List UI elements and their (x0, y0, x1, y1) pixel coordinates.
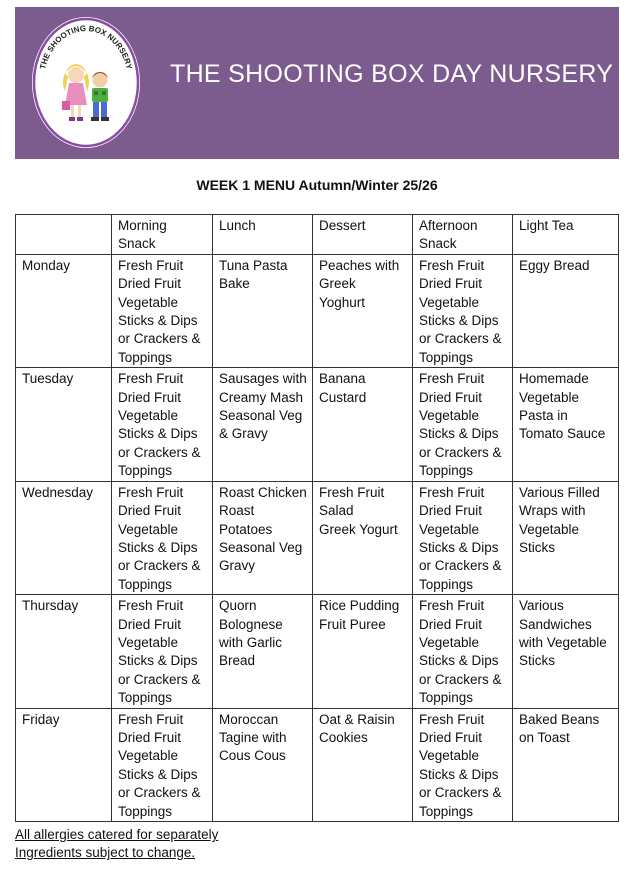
menu-cell-dessert (313, 368, 413, 481)
menu-item-line: Sticks (519, 653, 556, 669)
menu-item-line: Sticks & Dips (118, 313, 198, 329)
menu-item-line: Sticks & Dips (419, 426, 499, 442)
menu-item-line: Toppings (419, 463, 474, 479)
menu-item-line: Vegetable (118, 408, 179, 424)
header-cell-dessert: Dessert (313, 215, 413, 255)
menu-item-line: Fresh Fruit (419, 371, 485, 387)
menu-item-line: or Crackers & (118, 444, 201, 460)
menu-item-line: Quorn (219, 598, 257, 614)
menu-cell-light-tea (513, 481, 619, 594)
menu-item-line: Sticks & Dips (419, 313, 499, 329)
day-cell: Tuesday (16, 368, 112, 481)
menu-item-line: Vegetable (419, 748, 480, 764)
menu-item-line: Tomato Sauce (519, 426, 606, 442)
menu-cell-dessert (313, 708, 413, 821)
menu-item-line: Cous Cous (219, 748, 286, 764)
menu-item-line: Dried Fruit (419, 616, 483, 632)
menu-item-line: Moroccan (219, 711, 279, 727)
menu-item-line: Fresh Fruit (319, 484, 385, 500)
menu-item-line: Wraps with (519, 503, 586, 519)
menu-cell-afternoon-snack (413, 254, 513, 367)
menu-item-line: Gravy (219, 558, 256, 574)
menu-cell-afternoon-snack (413, 595, 513, 708)
menu-cell-afternoon-snack (413, 368, 513, 481)
menu-cell-morning-snack (112, 254, 213, 367)
menu-item-line: Sandwiches (519, 616, 592, 632)
menu-item-line: Vegetable (118, 748, 179, 764)
menu-cell-light-tea (513, 708, 619, 821)
svg-text:THE SHOOTING BOX NURSERY: THE SHOOTING BOX NURSERY (38, 23, 134, 71)
menu-item-line: Toppings (419, 349, 474, 365)
menu-cell-dessert (313, 595, 413, 708)
menu-item-line: Potatoes (219, 521, 273, 537)
menu-item-line: Tuna Pasta (219, 257, 288, 273)
menu-item-line: Roast Chicken (219, 484, 307, 500)
menu-item-line: Toppings (419, 690, 474, 706)
menu-item-line: Sticks & Dips (419, 653, 499, 669)
menu-item-line: or Crackers & (118, 331, 201, 347)
menu-item-line: Cookies (319, 729, 368, 745)
table-row (16, 254, 619, 367)
header-cell-afternoon-snack: Afternoon Snack (413, 215, 513, 255)
nursery-title: THE SHOOTING BOX DAY NURSERY (170, 60, 614, 88)
menu-item-line: Fresh Fruit (419, 711, 485, 727)
menu-item-line: Sticks (519, 539, 556, 555)
menu-item-line: Custard (319, 389, 367, 405)
menu-item-line: Toppings (118, 576, 173, 592)
menu-item-line: Dried Fruit (118, 729, 182, 745)
menu-item-line: on Toast (519, 729, 570, 745)
menu-cell-afternoon-snack (413, 481, 513, 594)
menu-item-line: or Crackers & (118, 558, 201, 574)
menu-item-line: with Vegetable (519, 634, 607, 650)
menu-item-line: Tagine with (219, 729, 287, 745)
menu-cell-dessert (313, 254, 413, 367)
table-row (16, 368, 619, 481)
menu-item-line: or Crackers & (419, 444, 502, 460)
menu-item-line: Toppings (118, 803, 173, 819)
menu-item-line: Seasonal Veg (219, 539, 303, 555)
menu-item-line: Sticks & Dips (118, 653, 198, 669)
menu-item-line: or Crackers & (419, 331, 502, 347)
menu-item-line: Sticks & Dips (118, 426, 198, 442)
menu-item-line: Toppings (118, 690, 173, 706)
menu-item-line: Toppings (118, 463, 173, 479)
menu-item-line: Dried Fruit (419, 389, 483, 405)
menu-heading: WEEK 1 MENU Autumn/Winter 25/26 (196, 177, 438, 193)
menu-item-line: Vegetable (118, 294, 179, 310)
menu-item-line: Oat & Raisin (319, 711, 395, 727)
ingredients-note: Ingredients subject to change. (15, 845, 196, 860)
menu-item-line: Vegetable (118, 521, 179, 537)
menu-item-line: Roast (219, 503, 255, 519)
header-banner (15, 7, 619, 159)
menu-item-line: Sticks & Dips (118, 539, 198, 555)
day-cell: Thursday (16, 595, 112, 708)
menu-cell-morning-snack (112, 368, 213, 481)
menu-item-line: Fresh Fruit (118, 711, 184, 727)
menu-cell-lunch (213, 481, 313, 594)
table-row (16, 481, 619, 594)
menu-cell-afternoon-snack (413, 708, 513, 821)
header-cell-day (16, 215, 112, 255)
menu-item-line: Fresh Fruit (118, 484, 184, 500)
menu-item-line: Bread (219, 653, 256, 669)
nursery-logo (32, 17, 140, 148)
menu-item-line: Bake (219, 276, 250, 292)
menu-item-line: Pasta in (519, 408, 568, 424)
menu-item-line: Banana (319, 371, 366, 387)
menu-item-line: Yoghurt (319, 294, 366, 310)
menu-item-line: Vegetable (519, 521, 580, 537)
menu-item-line: Greek Yogurt (319, 521, 398, 537)
table-header-row (16, 215, 619, 255)
menu-item-line: or Crackers & (419, 558, 502, 574)
menu-item-line: Fresh Fruit (419, 598, 485, 614)
table-row (16, 708, 619, 821)
menu-item-line: Dried Fruit (118, 503, 182, 519)
menu-item-line: Peaches with (319, 257, 400, 273)
menu-item-line: Salad (319, 503, 354, 519)
menu-item-line: Toppings (419, 803, 474, 819)
menu-cell-morning-snack (112, 481, 213, 594)
menu-item-line: Various Filled (519, 484, 600, 500)
menu-item-line: Baked Beans (519, 711, 600, 727)
menu-item-line: Sticks & Dips (419, 766, 499, 782)
menu-item-line: Creamy Mash (219, 389, 304, 405)
menu-item-line: Dried Fruit (118, 276, 182, 292)
menu-item-line: Dried Fruit (118, 616, 182, 632)
menu-item-line: Sticks & Dips (419, 539, 499, 555)
menu-item-line: Dried Fruit (419, 276, 483, 292)
menu-cell-light-tea (513, 595, 619, 708)
menu-item-line: Greek (319, 276, 356, 292)
menu-cell-lunch (213, 708, 313, 821)
menu-item-line: Vegetable (519, 389, 580, 405)
menu-item-line: Toppings (118, 349, 173, 365)
menu-item-line: or Crackers & (118, 785, 201, 801)
menu-item-line: Sausages with (219, 371, 307, 387)
menu-item-line: Dried Fruit (419, 503, 483, 519)
menu-cell-morning-snack (112, 595, 213, 708)
menu-item-line: & Gravy (219, 426, 268, 442)
header-cell-light-tea: Light Tea (513, 215, 619, 255)
menu-item-line: Vegetable (419, 294, 480, 310)
allergies-note: All allergies catered for separately (15, 827, 219, 842)
menu-item-line: Vegetable (118, 634, 179, 650)
menu-item-line: with Garlic (219, 634, 283, 650)
day-cell: Friday (16, 708, 112, 821)
menu-item-line: Vegetable (419, 634, 480, 650)
menu-item-line: or Crackers & (419, 671, 502, 687)
menu-item-line: Fresh Fruit (419, 257, 485, 273)
menu-item-line: Vegetable (419, 521, 480, 537)
footer-notes (15, 826, 218, 862)
menu-item-line: Rice Pudding (319, 598, 400, 614)
menu-cell-light-tea (513, 368, 619, 481)
menu-item-line: Vegetable (419, 408, 480, 424)
menu-item-line: Fresh Fruit (118, 371, 184, 387)
day-cell: Wednesday (16, 481, 112, 594)
menu-item-line: Fresh Fruit (118, 598, 184, 614)
menu-item-line: Bolognese (219, 616, 283, 632)
menu-item-line: or Crackers & (419, 785, 502, 801)
menu-cell-lunch (213, 368, 313, 481)
menu-item-line: Dried Fruit (118, 389, 182, 405)
header-cell-lunch: Lunch (213, 215, 313, 255)
table-row (16, 595, 619, 708)
menu-item-line: Seasonal Veg (219, 408, 303, 424)
weekly-menu-table (15, 214, 619, 822)
menu-item-line: Various (519, 598, 564, 614)
menu-item-line: Sticks & Dips (118, 766, 198, 782)
menu-item-line: Dried Fruit (419, 729, 483, 745)
menu-cell-lunch (213, 595, 313, 708)
menu-cell-light-tea (513, 254, 619, 367)
menu-item-line: Fruit Puree (319, 616, 386, 632)
menu-item-line: or Crackers & (118, 671, 201, 687)
menu-item-line: Homemade (519, 371, 589, 387)
menu-item-line: Fresh Fruit (118, 257, 184, 273)
menu-item-line: Eggy Bread (519, 257, 590, 273)
menu-cell-dessert (313, 481, 413, 594)
menu-item-line: Fresh Fruit (419, 484, 485, 500)
menu-item-line: Toppings (419, 576, 474, 592)
header-cell-morning-snack: Morning Snack (112, 215, 213, 255)
menu-cell-lunch (213, 254, 313, 367)
menu-cell-morning-snack (112, 708, 213, 821)
day-cell: Monday (16, 254, 112, 367)
